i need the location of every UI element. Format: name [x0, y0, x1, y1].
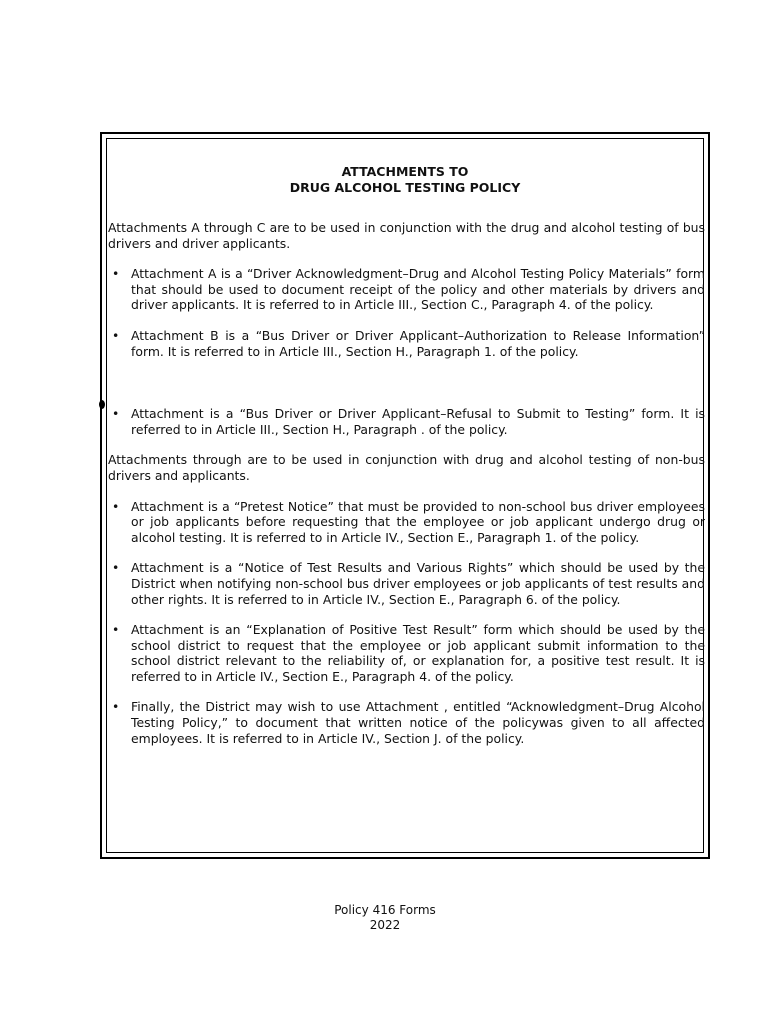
document-body [108, 220, 705, 746]
non-bus-driver-attachment-list [108, 499, 705, 747]
list-item: • Attachment is an “Explanation of Positive Test Result” form which should be used by the school district to request that the employee or job applicant submit information to the school district relevant to the reliability of, or explanation for, a positive test result. It is referred to in Article IV., Section E., Paragraph 4. of the policy. [108, 622, 705, 684]
document-border [100, 132, 710, 859]
document-title [102, 164, 708, 196]
margin-marker [99, 400, 105, 409]
title-line-2: DRUG ALCOHOL TESTING POLICY [289, 180, 521, 195]
list-item: • Attachment is a “Bus Driver or Driver Applicant–Refusal to Submit to Testing” form. It is referred to in Article III., Section H., Paragraph . of the policy. [108, 406, 705, 437]
intro-paragraph-2: Attachments through are to be used in conjunction with drug and alcohol testing of non-bus drivers and applicants. [108, 452, 705, 483]
list-item: • Attachment A is a “Driver Acknowledgment–Drug and Alcohol Testing Policy Materials” form that should be used to document receipt of the policy and other materials by drivers and driver applicants. It is referred to in Article III., Section C., Paragraph 4. of the policy. [108, 266, 705, 313]
list-item: • Finally, the District may wish to use Attachment , entitled “Acknowledgment–Drug Alcohol Testing Policy,” to document that written notice of the policywas given to all affected employees. It is referred to in Article IV., Section J. of the policy. [108, 699, 705, 746]
footer-line-2: 2022 [369, 918, 401, 932]
list-item: • Attachment is a “Notice of Test Results and Various Rights” which should be used by the District when notifying non-school bus driver employees or job applicants of test results and other rights. It is referred to in Article IV., Section E., Paragraph 6. of the policy. [108, 560, 705, 607]
list-item: • Attachment B is a “Bus Driver or Driver Applicant–Authorization to Release Information” form. It is referred to in Article III., Section H., Paragraph 1. of the policy. [108, 328, 705, 359]
bus-driver-attachment-list [108, 266, 705, 437]
intro-paragraph: Attachments A through C are to be used in conjunction with the drug and alcohol testing of bus drivers and driver applicants. [108, 220, 705, 251]
title-line-1: ATTACHMENTS TO [341, 164, 469, 179]
list-item: • Attachment is a “Pretest Notice” that must be provided to non-school bus driver employees or job applicants before requesting that the employee or job applicant undergo drug or alcohol testing. It is referred to in Article IV., Section E., Paragraph 1. of the policy. [108, 499, 705, 546]
page-footer [0, 903, 770, 933]
footer-line-1: Policy 416 Forms [334, 903, 436, 917]
